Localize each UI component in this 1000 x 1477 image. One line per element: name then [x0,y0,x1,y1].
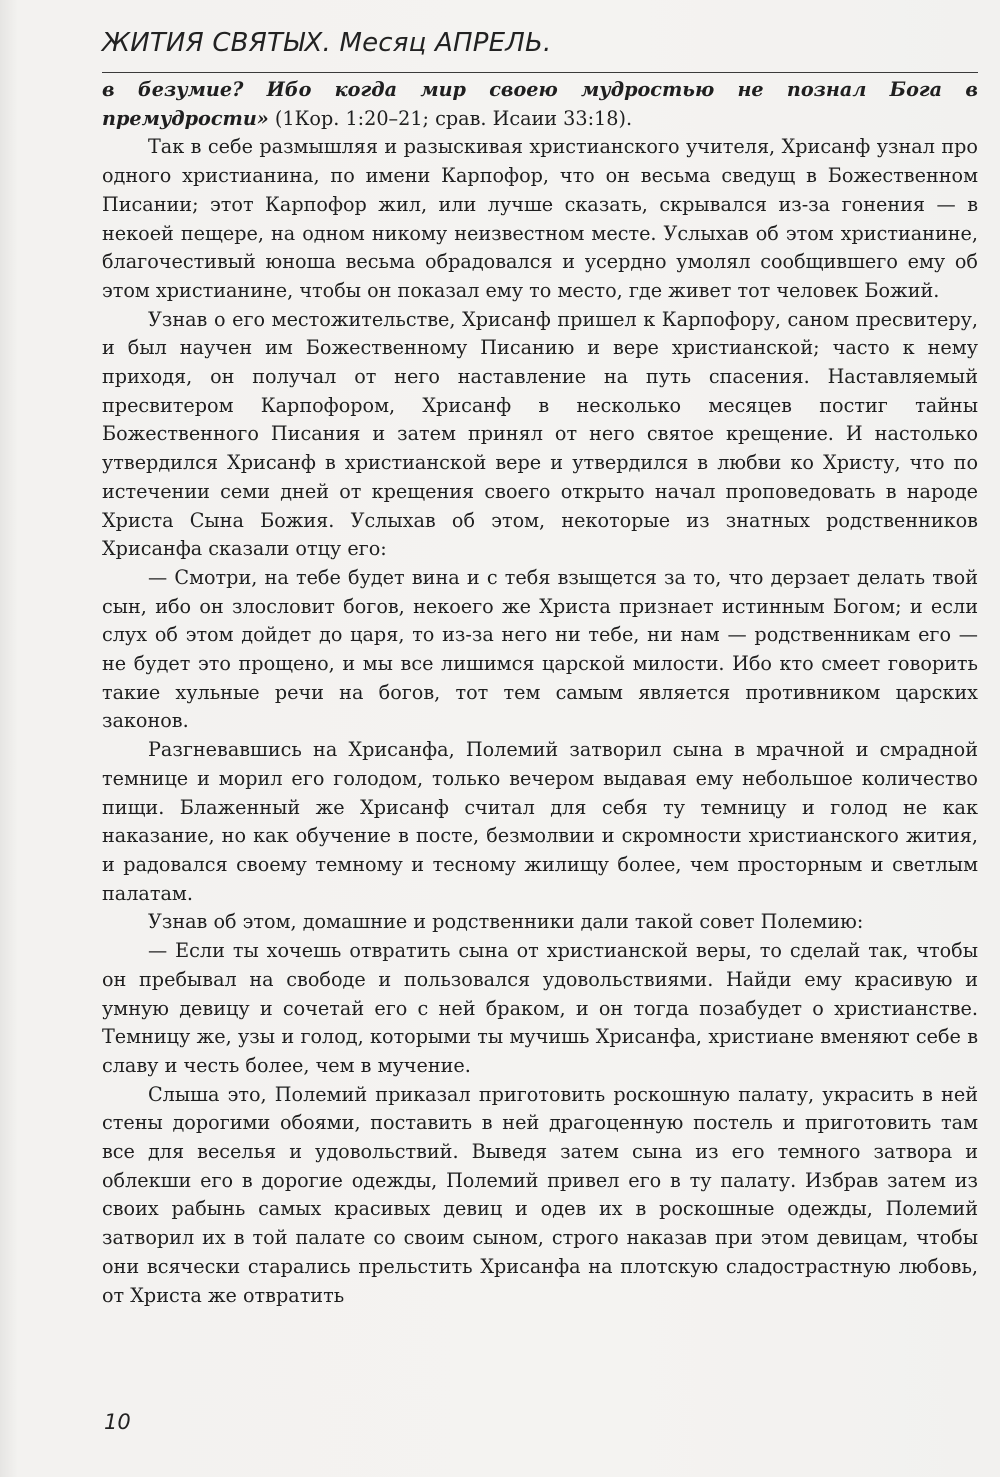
running-header-title: ЖИТИЯ СВЯТЫХ. Месяц АПРЕЛЬ. [102,28,552,58]
page-body [102,76,978,1310]
scripture-quote: в безумие? Ибо когда мир своею мудростью не познал Бога в премудрости» [102,78,978,130]
paragraph: Слыша это, Полемий приказал приготовить роскошную палату, украсить в ней стены дорогими обоями, поставить в ней драгоценную постель и приготовить там все для веселья и удовольствий. Выведя затем сына из его темного затвора и облекши его в дорогие одежды, Полемий привел его в ту палату. Избрав затем из своих рабынь самых красивых девиц и одев их в роскошные одежды, Полемий затворил их в той палате со своим сыном, строго наказав при этом девицам, чтобы они всячески старались прельстить Хрисанфа на плотскую сладострастную любовь, от Христа же отвратить [102,1082,978,1307]
paragraph: Узнав о его местожительстве, Хрисанф пришел к Карпофору, саном пресвитеру, и был научен им Божественному Писанию и вере христианской; часто к нему приходя, он получал от него наставление на путь спасения. Наставляемый пресвитером Карпофором, Хрисанф в несколько месяцев постиг тайны Божественного Писания и затем принял от него святое крещение. И настолько утвердился Хрисанф в христианской вере и утвердился в любви ко Христу, что по истечении семи дней от крещения своего открыто начал проповедовать в народе Христа Сына Божия. Услыхав об этом, некоторые из знатных родственников Хрисанфа сказали отцу его: [102,307,978,561]
quote-paragraph [102,76,978,133]
scripture-reference: (1Кор. 1:20–21; срав. Исаии 33:18). [268,106,633,130]
dialogue-paragraph: — Если ты хочешь отвратить сына от христианской веры, то сделай так, чтобы он пребывал на свободе и пользовался удовольствиями. Найди ему красивую и умную девицу и сочетай его с ней браком, и он тогда позабудет о христианстве. Темницу же, узы и голод, которыми ты мучишь Хрисанфа, христиане вменяют себе в славу и честь более, чем в мучение. [102,939,978,1077]
page-number: 10 [104,1410,131,1434]
running-header [102,20,978,73]
paragraph: Так в себе размышляя и разыскивая христианского учителя, Хрисанф узнал про одного христианина, по имени Карпофор, что он весьма сведущ в Божественном Писании; этот Карпофор жил, или лучше сказать, скрывался из-за гонения — в некоей пещере, на одном никому неизвестном месте. Услыхав об этом христианине, благочестивый юноша весьма обрадовался и усердно умолял сообщившего ему об этом христианине, чтобы он показал ему то место, где живет тот человек Божий. [102,135,978,302]
paragraph: Узнав об этом, домашние и родственники дали такой совет Полемию: [148,910,864,934]
dialogue-paragraph: — Смотри, на тебе будет вина и с тебя взыщется за то, что дерзает делать твой сын, ибо он злословит богов, некоего же Христа признает истинным Богом; и если слух об этом дойдет до царя, то из-за него ни тебе, ни нам — родственникам его — не будет это прощено, и мы все лишимся царской милости. Ибо кто смеет говорить такие хульные речи на богов, тот тем самым является противником царских законов. [102,565,978,733]
paragraph: Разгневавшись на Хрисанфа, Полемий затворил сына в мрачной и смрадной темнице и морил его голодом, только вечером выдавая ему небольшое количество пищи. Блаженный же Хрисанф считал для себя ту темницу и голод не как наказание, но как обучение в посте, безмолвии и скромности христианского жития, и радовался своему темному и тесному жилищу более, чем просторным и светлым палатам. [102,738,978,905]
